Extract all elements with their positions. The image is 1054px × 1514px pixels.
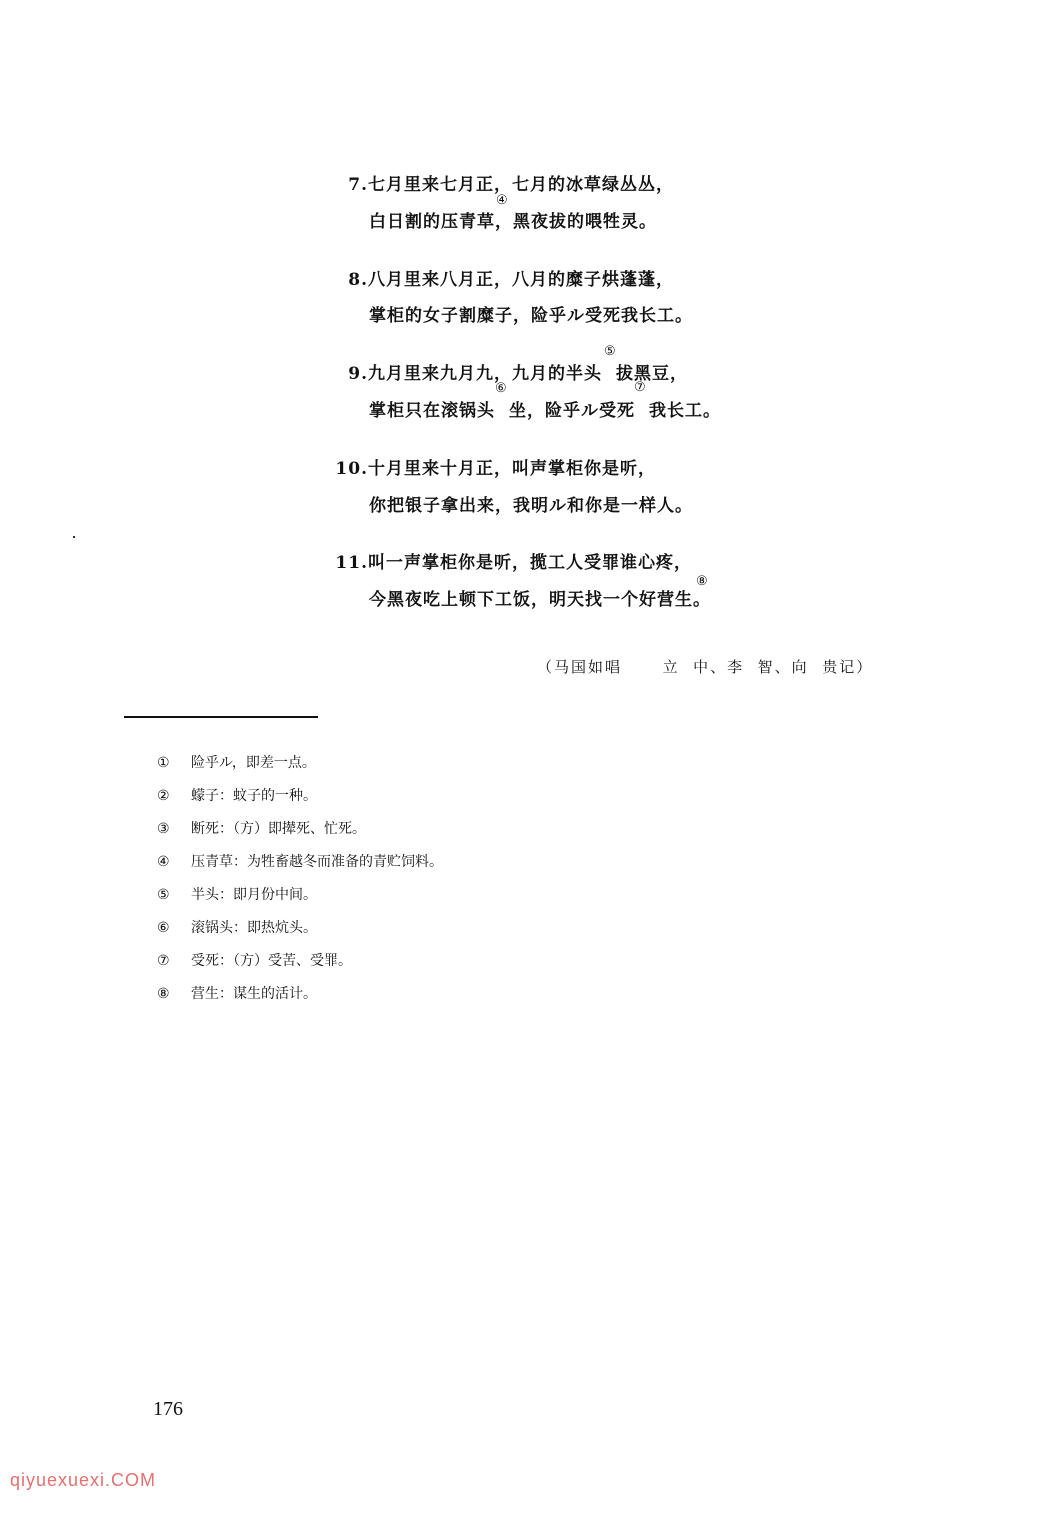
footnote-8-mark: ⑧ [157,986,170,1002]
footnote-1 [157,752,316,772]
verse-9-text-1b: 拔黑豆， [616,364,688,384]
verse-11-text-2b: 。 [693,590,711,610]
verse-10-line-2 [369,491,693,516]
verse-10-line-1 [333,454,656,479]
verse-8-number: 8. [348,270,368,290]
footnote-3 [157,818,366,838]
scan-speck [73,536,75,538]
footnote-ref-4: ④ [496,193,508,208]
verse-11-number: 11. [335,553,368,573]
verse-11-line-2 [369,585,711,610]
verse-11-line-1 [333,548,692,573]
footnote-ref-7: ⑦ [634,380,646,395]
footnote-ref-6: ⑥ [495,381,507,396]
verse-9-text-2c: 我长工。 [649,401,721,421]
footnote-6-text: 滚锅头：即热炕头。 [191,920,317,936]
footnote-2 [157,785,317,805]
footnote-2-text: 蠓子：蚊子的一种。 [191,788,317,804]
footnote-2-mark: ② [157,788,170,804]
verse-8-line-2 [369,301,693,326]
verse-11-text-1: 叫一声掌柜你是听，揽工人受罪谁心疼， [368,553,692,573]
verse-9-text-2a: 掌柜只在滚锅头 [369,401,495,421]
footnote-4-mark: ④ [157,854,170,870]
verse-8-text-1: 八月里来八月正，八月的糜子烘蓬蓬， [368,270,674,290]
footnote-6 [157,917,317,937]
singer-recorder-credit: （马国如唱 立 中、李 智、向 贵记） [537,658,874,676]
footnote-7-mark: ⑦ [157,953,170,969]
verse-7-line-2 [369,207,657,232]
verse-9-text-1a: 九月里来九月九，九月的半头 [368,364,602,384]
footnote-3-mark: ③ [157,821,170,837]
verse-9-text-2b: 坐，险乎ル受死 [509,401,635,421]
footnote-8 [157,983,317,1003]
verse-9-number: 9. [348,364,368,384]
footnote-ref-8: ⑧ [696,574,708,589]
footnote-4-text: 压青草：为牲畜越冬而准备的青贮饲料。 [191,854,443,870]
site-watermark: qiyuexuexi.COM [10,1470,157,1490]
footnote-5-mark: ⑤ [157,887,170,903]
verse-8-line-1 [342,265,674,290]
verse-10-text-1: 十月里来十月正，叫声掌柜你是听， [368,459,656,479]
verse-7-text-1: 七月里来七月正，七月的冰草绿丛丛， [368,175,674,195]
footnote-ref-5: ⑤ [604,344,616,359]
footnote-5-text: 半头：即月份中间。 [191,887,317,903]
verse-9-line-2 [369,396,721,421]
page-number: 176 [153,1398,183,1420]
footnote-7-text: 受死：（方）受苦、受罪。 [191,953,352,969]
verse-10-text-2: 你把银子拿出来，我明ル和你是一样人。 [369,496,693,516]
footnote-1-text: 险乎ル，即差一点。 [191,755,316,771]
verse-11-text-2a: 今黑夜吃上顿下工饭，明天找一个好营生 [369,590,693,610]
footnote-6-mark: ⑥ [157,920,170,936]
verse-7-line-1 [342,170,674,195]
footnote-7 [157,950,352,970]
verse-7-number: 7. [348,175,368,195]
footnote-4 [157,851,443,871]
verse-7-text-2a: 白日割的压青草， [369,212,513,232]
footnote-8-text: 营生：谋生的活计。 [191,986,317,1002]
footnote-5 [157,884,317,904]
footnote-divider [124,716,318,718]
footnote-3-text: 断死：（方）即撵死、忙死。 [191,821,366,837]
footnote-1-mark: ① [157,755,170,771]
verse-10-number: 10. [335,459,368,479]
verse-7-text-2b: 黑夜拔的喂牲灵。 [513,212,657,232]
verse-8-text-2: 掌柜的女子割糜子，险乎ル受死我长工。 [369,306,693,326]
